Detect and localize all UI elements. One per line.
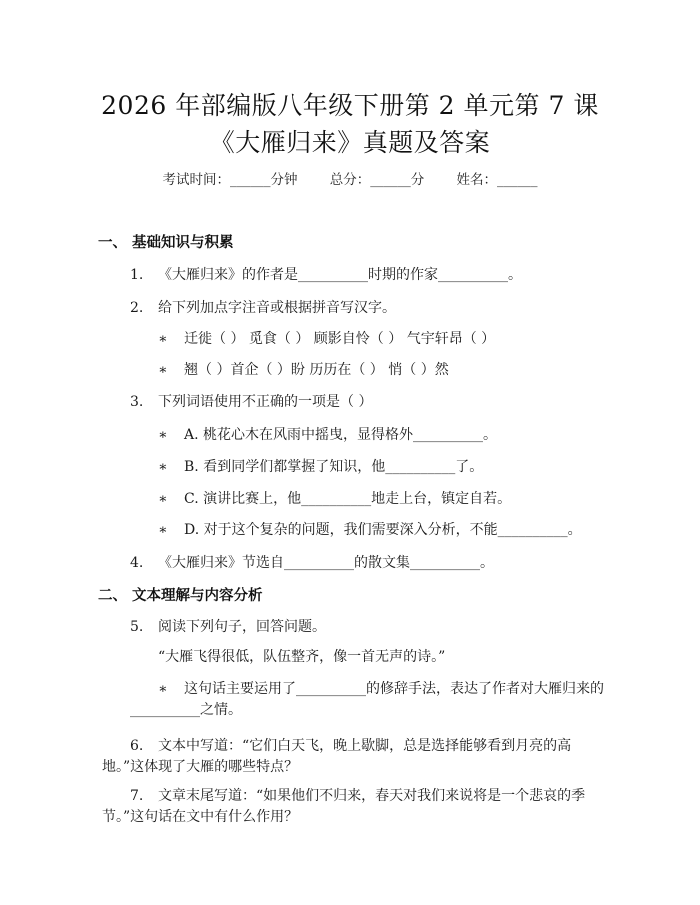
- bullet-icon: ∗: [158, 681, 168, 697]
- question-text: 文本中写道：“它们白天飞，晚上歇脚，总是选择能够看到月亮的高: [158, 738, 572, 754]
- question-number: 7.: [130, 788, 144, 804]
- question-number: 1.: [130, 267, 144, 283]
- question-3-option-b: [158, 456, 483, 476]
- option-text: C. 演讲比赛上，他__________地走上台，镇定自若。: [184, 491, 512, 507]
- bullet-icon: ∗: [158, 491, 168, 507]
- question-number: 4.: [130, 555, 144, 571]
- option-text: B. 看到同学们都掌握了知识，他__________了。: [184, 459, 484, 475]
- question-number: 2.: [130, 300, 144, 316]
- bullet-icon: ∗: [158, 522, 168, 538]
- section-number: 一、: [98, 235, 127, 251]
- bullet-icon: ∗: [158, 427, 168, 443]
- exam-time-field: 考试时间：______分钟: [162, 172, 298, 188]
- question-text: 文章末尾写道：“如果他们不归来，春天对我们来说将是一个悲哀的季: [158, 788, 586, 804]
- item-text: 迁徙（ ） 觅食（ ） 顾影自怜（ ） 气宇轩昂（ ）: [184, 331, 496, 347]
- question-text: 阅读下列句子，回答问题。: [158, 619, 326, 635]
- section-heading-2: [98, 584, 263, 605]
- question-5-item-1: [158, 678, 604, 698]
- question-number: 5.: [130, 619, 144, 635]
- total-score-field: 总分：______分: [329, 172, 425, 188]
- question-text: 下列词语使用不正确的一项是（ ）: [158, 394, 373, 410]
- section-title: 文本理解与内容分析: [132, 588, 263, 604]
- question-number: 6.: [130, 738, 144, 754]
- page-title-line2: 《大雁归来》真题及答案: [209, 128, 491, 157]
- bullet-icon: ∗: [158, 331, 168, 347]
- page-title-line1: 2026 年部编版八年级下册第 2 单元第 7 课: [101, 91, 599, 120]
- question-5-quote: “大雁飞得很低，队伍整齐，像一首无声的诗。”: [158, 649, 446, 665]
- question-7-cont: 节。”这句话在文中有什么作用？: [102, 809, 299, 825]
- question-2-item-1: [158, 328, 495, 348]
- question-1: [130, 264, 522, 284]
- option-text: A. 桃花心木在风雨中摇曳，显得格外__________。: [184, 427, 498, 443]
- question-text: 给下列加点字注音或根据拼音写汉字。: [158, 300, 396, 316]
- question-6: [130, 735, 571, 755]
- exam-meta: [0, 168, 700, 188]
- question-text: 《大雁归来》的作者是__________时期的作家__________。: [158, 267, 522, 283]
- bullet-icon: ∗: [158, 459, 168, 475]
- item-text: 翘（ ）首企（ ）盼 历历在（ ） 悄（ ）然: [184, 362, 449, 378]
- question-2-item-2: [158, 359, 449, 379]
- question-3-option-c: [158, 488, 511, 508]
- question-7: [130, 785, 585, 805]
- question-6-cont: 地。”这体现了大雁的哪些特点？: [102, 759, 299, 775]
- option-text: D. 对于这个复杂的问题，我们需要深入分析，不能__________。: [184, 522, 582, 538]
- section-heading-1: [98, 231, 234, 252]
- question-number: 3.: [130, 394, 144, 410]
- item-text: 这句话主要运用了__________的修辞手法，表达了作者对大雁归来的: [184, 681, 604, 697]
- question-5: [130, 616, 326, 636]
- question-4: [130, 552, 494, 572]
- bullet-icon: ∗: [158, 362, 168, 378]
- question-text: 《大雁归来》节选自__________的散文集__________。: [158, 555, 494, 571]
- question-5-item-1-cont: __________之情。: [130, 702, 242, 718]
- question-2: [130, 297, 396, 317]
- section-title: 基础知识与积累: [132, 235, 234, 251]
- section-number: 二、: [98, 588, 127, 604]
- question-3-option-d: [158, 519, 582, 539]
- question-3-option-a: [158, 424, 497, 444]
- name-field: 姓名：______: [456, 172, 538, 188]
- question-3: [130, 391, 372, 411]
